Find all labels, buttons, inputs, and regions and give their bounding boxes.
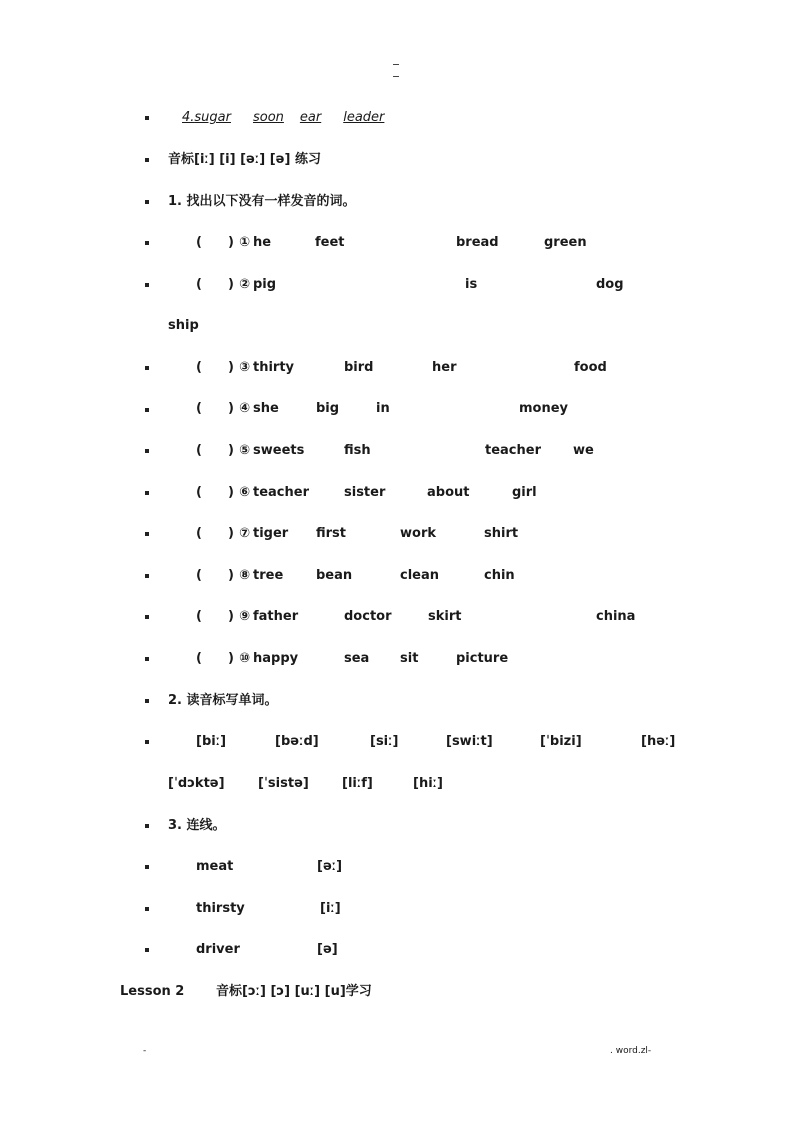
- q-num: ⑨: [239, 609, 251, 624]
- q-word: money: [519, 401, 569, 416]
- paren-open: (: [196, 443, 202, 458]
- q-word: is: [465, 277, 478, 292]
- q-word: sit: [400, 651, 419, 666]
- bullet: [145, 615, 149, 619]
- phonetic: [bəːd]: [275, 734, 319, 749]
- phonetic: [biː]: [196, 734, 227, 749]
- paren-close: ): [228, 609, 234, 624]
- row4-line: [168, 110, 398, 126]
- section2-heading: 2. 读音标写单词。: [168, 693, 278, 708]
- header-mark: [393, 64, 399, 65]
- paren-open: (: [196, 609, 202, 624]
- q-word: in: [376, 401, 390, 416]
- bullet: [145, 283, 149, 287]
- phonetic: [ˈbizi]: [540, 734, 582, 749]
- q-word: her: [432, 360, 457, 375]
- paren-open: (: [196, 651, 202, 666]
- phonetic: [swiːt]: [446, 734, 493, 749]
- q-num: ③: [239, 360, 251, 375]
- phonetic: [ˈsistə]: [258, 776, 309, 791]
- q-word: dog: [596, 277, 624, 292]
- match-word: driver: [196, 942, 240, 957]
- q-num: ⑦: [239, 526, 251, 541]
- paren-open: (: [196, 526, 202, 541]
- q-word: sister: [344, 485, 386, 500]
- q-num: ②: [239, 277, 251, 292]
- paren-open: (: [196, 277, 202, 292]
- q-num: ⑤: [239, 443, 251, 458]
- q-word: thirty: [253, 360, 295, 375]
- q-word: food: [574, 360, 607, 375]
- paren-close: ): [228, 235, 234, 250]
- footer-right: . word.zl-: [610, 1046, 652, 1056]
- q-word: father: [253, 609, 299, 624]
- match-word: meat: [196, 859, 234, 874]
- lesson-label: Lesson 2: [120, 984, 185, 999]
- paren-open: (: [196, 568, 202, 583]
- paren-close: ): [228, 651, 234, 666]
- q-word: teacher: [253, 485, 309, 500]
- q-word: green: [544, 235, 587, 250]
- q-word: tiger: [253, 526, 289, 541]
- phonetic: [həː]: [641, 734, 676, 749]
- paren-open: (: [196, 401, 202, 416]
- q-word: she: [253, 401, 279, 416]
- q-num: ⑩: [239, 651, 251, 666]
- q-num: ①: [239, 235, 251, 250]
- q-word: about: [427, 485, 470, 500]
- bullet: [145, 865, 149, 869]
- title1: 音标[iː] [i] [əː] [ə] 练习: [168, 152, 321, 167]
- bullet: [145, 574, 149, 578]
- q-word: work: [400, 526, 436, 541]
- q-word: bread: [456, 235, 499, 250]
- q-word: chin: [484, 568, 515, 583]
- q-word: skirt: [428, 609, 462, 624]
- q-word: pig: [253, 277, 277, 292]
- phonetic: [siː]: [370, 734, 399, 749]
- bullet: [145, 824, 149, 828]
- match-word: thirsty: [196, 901, 245, 916]
- bullet: [145, 740, 149, 744]
- q-num: ⑧: [239, 568, 251, 583]
- q-word: first: [316, 526, 346, 541]
- q-word: ship: [168, 318, 199, 333]
- match-symbol: [ə]: [317, 942, 338, 957]
- paren-close: ): [228, 443, 234, 458]
- row4-word: sugar: [194, 110, 231, 125]
- row4-word: soon: [252, 110, 284, 125]
- bullet: [145, 699, 149, 703]
- q-word: picture: [456, 651, 509, 666]
- phonetic: [hiː]: [413, 776, 443, 791]
- match-symbol: [əː]: [317, 859, 343, 874]
- bullet: [145, 491, 149, 495]
- bullet: [145, 657, 149, 661]
- q-word: bean: [316, 568, 353, 583]
- q-word: sea: [344, 651, 370, 666]
- lesson-title: 音标[ɔː] [ɔ] [uː] [u]学习: [216, 984, 372, 999]
- paren-close: ): [228, 568, 234, 583]
- bullet: [145, 532, 149, 536]
- phonetic: [liːf]: [342, 776, 373, 791]
- footer-left: -: [143, 1046, 147, 1056]
- q-word: shirt: [484, 526, 519, 541]
- paren-close: ): [228, 401, 234, 416]
- bullet: [145, 241, 149, 245]
- bullet: [145, 907, 149, 911]
- bullet: [145, 200, 149, 204]
- paren-open: (: [196, 235, 202, 250]
- q-word: teacher: [485, 443, 541, 458]
- q-word: bird: [344, 360, 374, 375]
- row4-num: 4.: [182, 110, 195, 125]
- section3-heading: 3. 连线。: [168, 818, 226, 833]
- paren-close: ): [228, 485, 234, 500]
- q-word: doctor: [344, 609, 392, 624]
- bullet: [145, 116, 149, 120]
- row4-word: leader: [343, 110, 385, 125]
- row4-word: ear: [299, 110, 322, 125]
- q-word: clean: [400, 568, 440, 583]
- bullet: [145, 158, 149, 162]
- paren-open: (: [196, 485, 202, 500]
- section1-heading: 1. 找出以下没有一样发音的词。: [168, 194, 356, 209]
- header-mark: [393, 76, 399, 77]
- paren-open: (: [196, 360, 202, 375]
- paren-close: ): [228, 526, 234, 541]
- bullet: [145, 408, 149, 412]
- phonetic: [ˈdɔktə]: [168, 776, 225, 791]
- q-num: ⑥: [239, 485, 251, 500]
- q-word: sweets: [253, 443, 305, 458]
- q-num: ④: [239, 401, 251, 416]
- q-word: we: [573, 443, 594, 458]
- q-word: fish: [344, 443, 371, 458]
- q-word: girl: [512, 485, 537, 500]
- q-word: he: [253, 235, 272, 250]
- bullet: [145, 948, 149, 952]
- paren-close: ): [228, 360, 234, 375]
- bullet: [145, 366, 149, 370]
- q-word: china: [596, 609, 636, 624]
- paren-close: ): [228, 277, 234, 292]
- q-word: feet: [315, 235, 345, 250]
- match-symbol: [iː]: [320, 901, 341, 916]
- bullet: [145, 449, 149, 453]
- q-word: big: [316, 401, 340, 416]
- q-word: tree: [253, 568, 284, 583]
- q-word: happy: [253, 651, 299, 666]
